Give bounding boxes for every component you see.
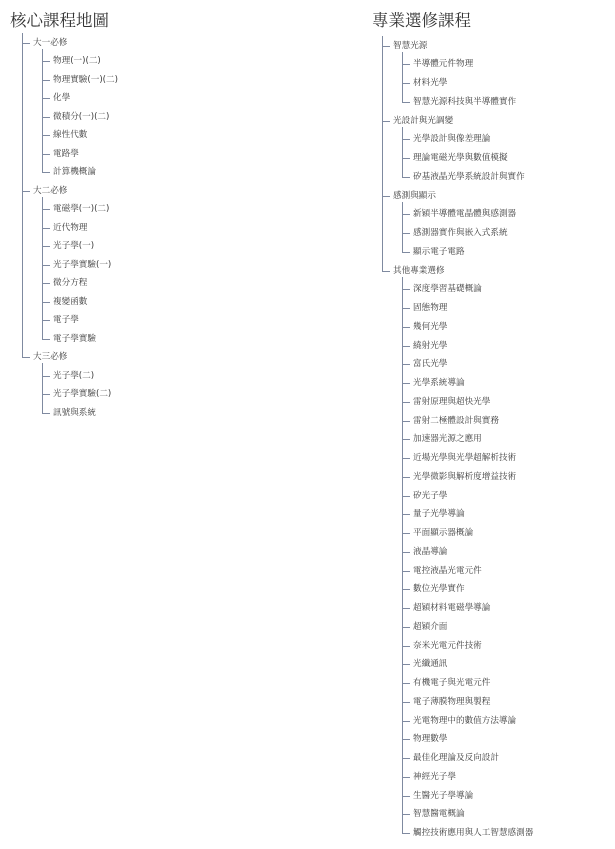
course-item[interactable]: 液晶導論 [413,546,448,557]
tree-connector [402,346,410,347]
course-item[interactable]: 矽光子學 [413,490,448,501]
tree-connector [402,364,410,365]
course-item[interactable]: 感測器實作與嵌入式系統 [413,228,508,238]
course-item[interactable]: 光子學(一) [53,241,95,251]
tree-connector [42,172,50,173]
course-item[interactable]: 繞射光學 [413,340,448,351]
tree-connector [402,571,410,572]
tree-connector [402,589,410,590]
course-item[interactable]: 固態物理 [413,303,448,313]
course-item[interactable]: 雷射二極體設計與實務 [413,415,499,426]
course-item[interactable]: 加速器光源之應用 [413,434,482,445]
tree-connector [402,514,410,515]
course-item[interactable]: 複變函數 [53,296,88,307]
tree-connector [402,421,410,422]
tree-connector [402,608,410,609]
tree-connector [42,209,50,210]
tree-connector [402,627,410,628]
tree-connector [402,158,410,159]
tree-connector [42,154,50,155]
course-item[interactable]: 超穎材料電磁學導論 [413,603,491,613]
course-item[interactable]: 智慧光源科技與半導體實作 [413,96,517,107]
tree-connector [382,196,390,197]
tree-connector [402,833,410,834]
tree-connector [42,376,50,377]
course-item[interactable]: 光纖通訊 [413,659,448,670]
tree-connector [42,394,50,395]
tree-connector [22,33,23,358]
tree-connector [402,102,410,103]
tree-connector [402,814,410,815]
course-item[interactable]: 電磁學(一)(二) [53,204,110,214]
tree-connector [402,83,410,84]
course-item[interactable]: 微積分(一)(二) [53,111,110,122]
course-item[interactable]: 近代物理 [53,222,88,233]
tree-connector [402,796,410,797]
tree-connector [42,135,50,136]
tree-connector [382,46,390,47]
tree-connector [382,271,390,272]
course-item[interactable]: 電路學 [53,148,79,159]
tree-connector [402,252,410,253]
course-item[interactable]: 半導體元件物理 [413,59,474,70]
tree-connector [402,477,410,478]
course-item[interactable]: 最佳化理論及反向設計 [413,753,499,763]
course-item[interactable]: 光學微影與解析度增益技術 [413,471,517,482]
course-item[interactable]: 光學設計與像差理論 [413,134,491,145]
course-item[interactable]: 物理(一)(二) [53,56,101,66]
course-item[interactable]: 化學 [53,93,71,103]
course-item[interactable]: 觸控技術應用與人工智慧感測器 [413,828,534,838]
course-item[interactable]: 富氏光學 [413,359,448,370]
group-label[interactable]: 光設計與光調變 [393,115,454,126]
tree-connector [402,439,410,440]
course-item[interactable]: 計算機概論 [53,167,96,177]
tree-connector [42,246,50,247]
tree-connector [402,308,410,309]
tree-connector [42,98,50,99]
course-item[interactable]: 超穎介面 [413,621,448,632]
course-item[interactable]: 量子光學導論 [413,509,465,520]
course-item[interactable]: 物理數學 [413,734,448,745]
tree-connector [402,214,410,215]
course-item[interactable]: 平面顯示器概論 [413,528,474,538]
tree-connector [42,283,50,284]
tree-connector [402,289,410,290]
tree-connector [382,36,383,271]
group-label[interactable]: 智慧光源 [393,40,428,51]
tree-connector [402,233,410,234]
tree-connector [402,402,410,403]
group-label[interactable]: 大二必修 [33,185,68,196]
tree-connector [42,49,43,173]
tree-connector [402,552,410,553]
tree-connector [402,383,410,384]
course-item[interactable]: 光電物理中的數值方法導論 [413,715,517,726]
tree-connector [402,177,410,178]
tree-connector [42,80,50,81]
tree-connector [402,202,403,252]
tree-connector [42,197,43,339]
course-item[interactable]: 微分方程 [53,278,88,288]
tree-connector [22,191,30,192]
tree-connector [402,664,410,665]
group-label[interactable]: 大一必修 [33,37,68,48]
course-item[interactable]: 矽基液晶光學系統設計與實作 [413,171,525,182]
tree-connector [22,357,30,358]
tree-connector [402,683,410,684]
course-item[interactable]: 電子學實驗 [53,333,96,344]
course-item[interactable]: 理論電磁光學與數值模擬 [413,153,508,163]
course-item[interactable]: 電子薄膜物理與製程 [413,696,491,707]
tree-connector [402,64,410,65]
group-label[interactable]: 大三必修 [33,352,68,362]
tree-connector [402,496,410,497]
course-item[interactable]: 材料光學 [413,78,448,88]
tree-connector [42,302,50,303]
tree-connector [42,320,50,321]
course-item[interactable]: 電控液晶光電元件 [413,565,482,576]
tree-connector [402,277,403,834]
core-curriculum-title: 核心課程地圖 [10,11,109,30]
tree-connector [42,228,50,229]
course-item[interactable]: 光學系統導論 [413,378,465,388]
tree-connector [42,339,50,340]
tree-connector [42,117,50,118]
tree-connector [402,533,410,534]
course-item[interactable]: 訊號與系統 [53,407,96,418]
course-item[interactable]: 物理實驗(一)(二) [53,74,118,85]
tree-connector [42,413,50,414]
tree-connector [402,721,410,722]
course-item[interactable]: 深度學習基礎概論 [413,284,482,295]
tree-connector [402,139,410,140]
course-item[interactable]: 近場光學與光學超解析技術 [413,453,517,463]
tree-connector [402,739,410,740]
course-item[interactable]: 光子學實驗(一) [53,259,112,270]
tree-connector [42,61,50,62]
course-item[interactable]: 生醫光子學導論 [413,790,474,801]
course-item[interactable]: 數位光學實作 [413,584,465,595]
tree-connector [402,52,403,102]
course-item[interactable]: 電子學 [53,315,79,325]
tree-connector [42,363,43,413]
course-item[interactable]: 新穎半導體電晶體與感測器 [413,209,517,220]
group-label[interactable]: 感測與顯示 [393,190,436,201]
tree-connector [402,327,410,328]
tree-connector [402,646,410,647]
course-item[interactable]: 神經光子學 [413,771,456,782]
tree-connector [402,127,403,177]
group-label[interactable]: 其他專業選修 [393,265,445,276]
tree-connector [382,121,390,122]
tree-connector [22,43,30,44]
tree-connector [402,758,410,759]
course-item[interactable]: 顯示電子電路 [413,246,465,257]
course-item[interactable]: 雷射原理與超快光學 [413,396,491,407]
tree-connector [402,702,410,703]
tree-connector [402,777,410,778]
course-item[interactable]: 線性代數 [53,130,88,140]
course-item[interactable]: 光子學實驗(二) [53,389,112,399]
course-item[interactable]: 奈米光電元件技術 [413,640,482,651]
course-item[interactable]: 幾何光學 [413,321,448,332]
course-item[interactable]: 光子學(二) [53,370,95,381]
tree-connector [402,458,410,459]
tree-connector [42,265,50,266]
course-item[interactable]: 有機電子與光電元件 [413,678,491,688]
elective-curriculum-title: 專業選修課程 [372,11,471,30]
course-item[interactable]: 智慧醫電概論 [413,809,465,820]
